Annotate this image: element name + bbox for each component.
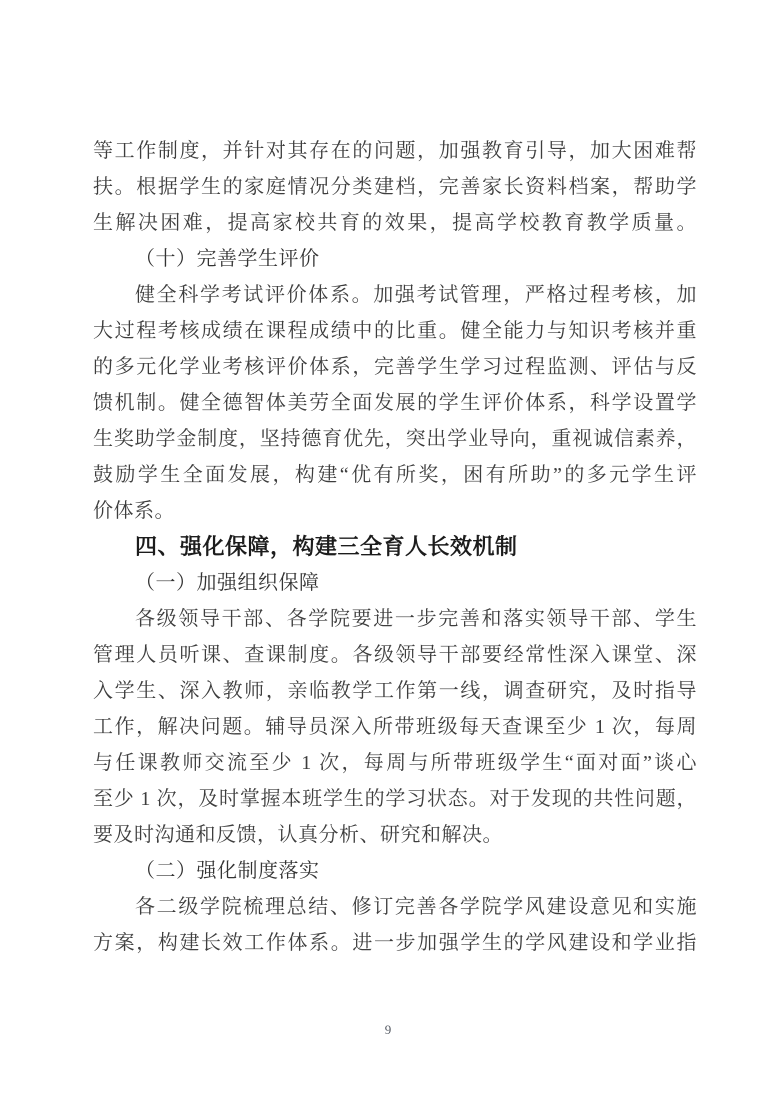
text-line: 工作，解决问题。辅导员深入所带班级每天查课至少 1 次，每周 [93, 716, 697, 738]
text-line: 大过程考核成绩在课程成绩中的比重。健全能力与知识考核并重 [93, 320, 697, 342]
page-number: 9 [384, 1022, 392, 1037]
text-line: 鼓励学生全面发展，构建“优有所奖，困有所助”的多元学生评 [93, 464, 697, 486]
text-line: 价体系。 [93, 500, 175, 522]
section-heading: 四、强化保障，构建三全育人长效机制 [135, 534, 518, 559]
text-line: 方案，构建长效工作体系。进一步加强学生的学风建设和学业指 [93, 932, 697, 954]
text-line: 至少 1 次，及时掌握本班学生的学习状态。对于发现的共性问题， [93, 788, 697, 810]
document-body [93, 133, 697, 961]
text-line: 生解决困难，提高家校共育的效果，提高学校教育教学质量。 [93, 212, 697, 234]
text-line: 扶。根据学生的家庭情况分类建档，完善家长资料档案，帮助学 [93, 176, 697, 198]
text-line: 生奖助学金制度，坚持德育优先，突出学业导向，重视诚信素养， [93, 428, 697, 450]
text-line: 与任课教师交流至少 1 次，每周与所带班级学生“面对面”谈心 [93, 752, 697, 774]
text-line: 入学生、深入教师，亲临教学工作第一线，调查研究，及时指导 [93, 680, 697, 702]
sub-heading: （十）完善学生评价 [135, 248, 320, 270]
text-line: 馈机制。健全德智体美劳全面发展的学生评价体系，科学设置学 [93, 392, 697, 414]
text-line: 管理人员听课、查课制度。各级领导干部要经常性深入课堂、深 [93, 644, 697, 666]
text-line: 各二级学院梳理总结、修订完善各学院学风建设意见和实施 [135, 896, 697, 918]
text-line: 健全科学考试评价体系。加强考试管理，严格过程考核，加 [135, 284, 697, 306]
text-line: 的多元化学业考核评价体系，完善学生学习过程监测、评估与反 [93, 356, 697, 378]
text-line: 等工作制度，并针对其存在的问题，加强教育引导，加大困难帮 [93, 140, 697, 162]
text-line: 各级领导干部、各学院要进一步完善和落实领导干部、学生 [135, 608, 697, 630]
sub-heading: （二）强化制度落实 [135, 860, 320, 882]
text-line: 要及时沟通和反馈，认真分析、研究和解决。 [93, 824, 503, 846]
sub-heading: （一）加强组织保障 [135, 572, 320, 594]
